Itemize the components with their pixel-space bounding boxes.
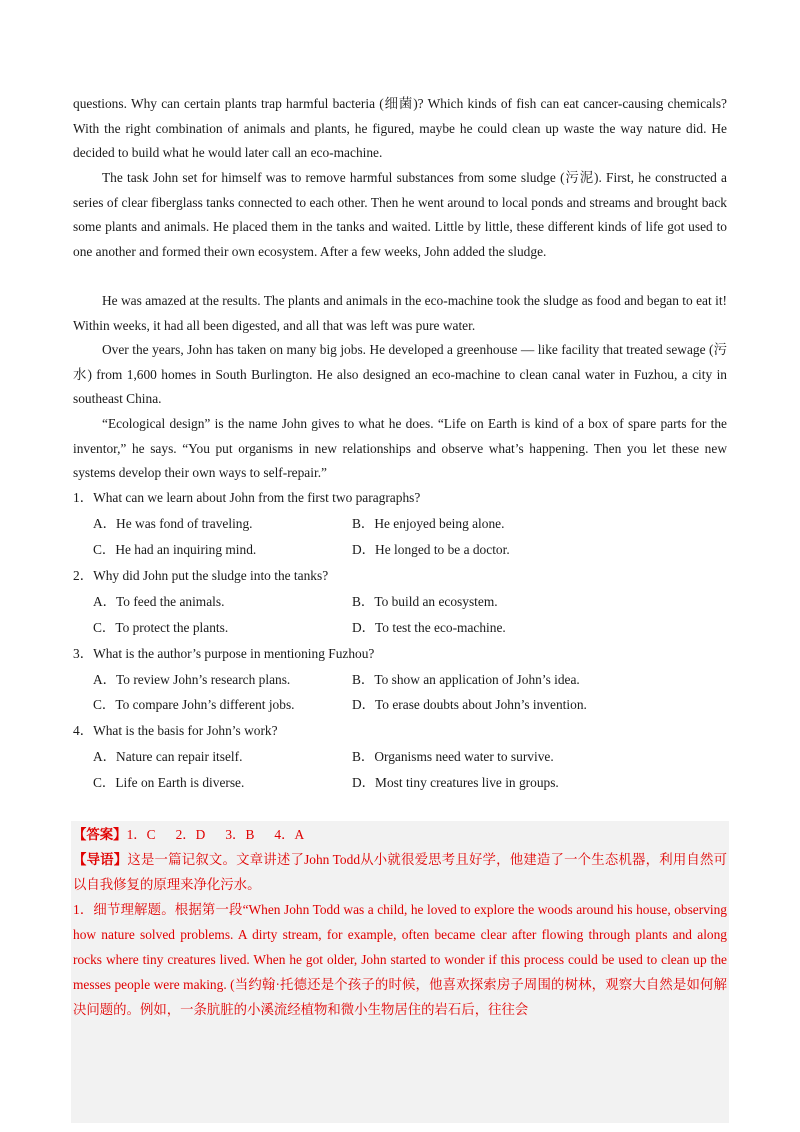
answer-item-1: 1．C	[126, 827, 156, 842]
question-2-option-d[interactable]: D．To test the eco-machine.	[352, 620, 506, 635]
answer-item-2: 2．D	[175, 827, 206, 842]
question-1-option-b[interactable]: B．He enjoyed being alone.	[352, 516, 505, 531]
question-4-option-a[interactable]: A．Nature can repair itself.	[93, 749, 243, 764]
answer-item-3: 3．B	[225, 827, 255, 842]
question-4-option-c[interactable]: C．Life on Earth is diverse.	[93, 775, 245, 790]
question-4-option-d[interactable]: D．Most tiny creatures live in groups.	[352, 775, 559, 790]
question-2-stem: 2．Why did John put the sludge into the tanks?	[73, 568, 329, 583]
question-1-option-c[interactable]: C．He had an inquiring mind.	[93, 542, 257, 557]
question-4-stem: 4．What is the basis for John’s work?	[73, 723, 278, 738]
question-2-option-c[interactable]: C．To protect the plants.	[93, 620, 229, 635]
passage-paragraph-5: “Ecological design” is the name John gives to what he does. “Life on Earth is kind of a box of spare parts for the inventor,” he says. “You put organisms in new relationships and observe what’s happening. Then you let these new systems develop their own ways to self-repair.”	[73, 416, 727, 481]
question-4-option-b[interactable]: B．Organisms need water to survive.	[352, 749, 554, 764]
passage-paragraph-2: The task John set for himself was to remove harmful substances from some sludge (污泥). First, he constructed a series of clear fiberglass tanks connected to each other. Then he went around to local ponds and streams and brought back some plants and animals. He placed them in the tanks and waited. Little by little, these different kinds of life got used to one another and formed their own ecosystem. After a few weeks, John added the sludge.	[73, 170, 727, 259]
answer-item-4: 4．A	[274, 827, 305, 842]
question-1-option-a[interactable]: A．He was fond of traveling.	[93, 516, 253, 531]
question-3-stem: 3．What is the author’s purpose in mentioning Fuzhou?	[73, 646, 375, 661]
answer-label: 【答案】	[73, 827, 127, 842]
question-3-option-b[interactable]: B．To show an application of John’s idea.	[352, 672, 580, 687]
question-2-option-a[interactable]: A．To feed the animals.	[93, 594, 225, 609]
question-3-option-a[interactable]: A．To review John’s research plans.	[93, 672, 291, 687]
question-1-stem: 1．What can we learn about John from the first two paragraphs?	[73, 490, 421, 505]
guide-paragraph	[73, 847, 727, 897]
explanation-paragraph: 1．细节理解题。根据第一段“When John Todd was a child, he loved to explore the woods around his house, observing how nature solved problems. A dirty stream, for example, often became clear after flowing through plants and along rocks where tiny creatures lived. When he got older, John started to wonder if this process could be used to clean up the messes people were making. (当约翰·托德还是个孩子的时候，他喜欢探索房子周围的树林，观察大自然是如何解决问题的。例如，一条肮脏的小溪流经植物和微小生物居住的岩石后，往往会	[73, 902, 727, 1017]
passage-paragraph-4: Over the years, John has taken on many big jobs. He developed a greenhouse — like facility that treated sewage (污水) from 1,600 homes in South Burlington. He also designed an eco-machine to clean canal water in Fuzhou, a city in southeast China.	[73, 342, 727, 407]
question-2-option-b[interactable]: B．To build an ecosystem.	[352, 594, 498, 609]
question-3-option-d[interactable]: D．To erase doubts about John’s invention.	[352, 697, 587, 712]
passage-paragraph-3: He was amazed at the results. The plants and animals in the eco-machine took the sludge as food and began to eat it! Within weeks, it had all been digested, and all that was left was pure water.	[73, 293, 727, 333]
guide-text: 这是一篇记叙文。文章讲述了John Todd从小就很爱思考且好学，他建造了一个生态机器，利用自然可以自我修复的原理来净化污水。	[73, 852, 728, 892]
answer-key-line	[73, 822, 727, 847]
passage-paragraph-1: questions. Why can certain plants trap harmful bacteria (细菌)? Which kinds of fish can eat cancer-causing chemicals? With the right combination of animals and plants, he figured, maybe he could clean up waste the way nature did. He decided to build what he would later call an eco-machine.	[73, 96, 727, 161]
guide-label: 【导语】	[73, 852, 128, 867]
question-3-option-c[interactable]: C．To compare John’s different jobs.	[93, 697, 295, 712]
question-1-option-d[interactable]: D．He longed to be a doctor.	[352, 542, 510, 557]
